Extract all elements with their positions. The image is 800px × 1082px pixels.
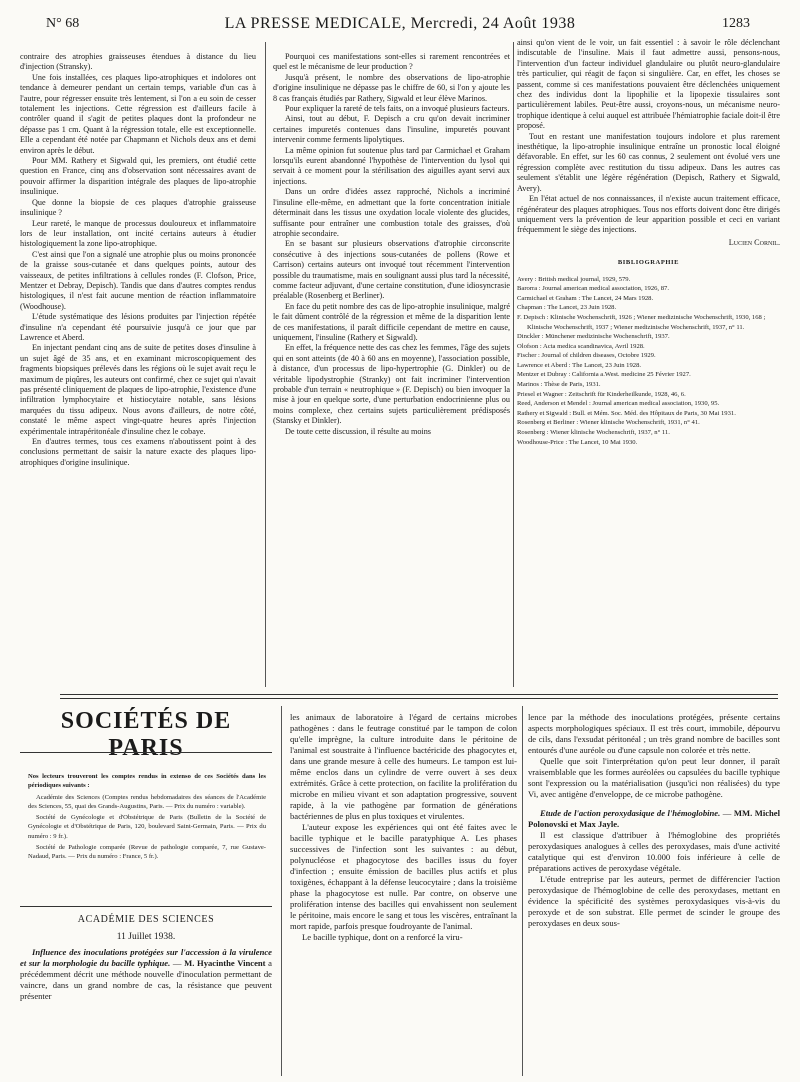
bibliography-entry: Rathery et Sigwald : Bull. et Mém. Soc. Méd. des Hôpitaux de Paris, 30 Mai 1931. (517, 409, 736, 417)
paragraph: Ainsi, tout au début, F. Depisch a cru qu'on devait incriminer certaines impuretés contenues dans l'insuline, impuretés pouvant intervenir comme ferments lipolytiques. (273, 114, 510, 145)
paragraph: La même opinion fut soutenue plus tard par Carmichael et Graham lorsqu'ils eurent abandonné l'hypothèse de l'intervention du lysol qui servait à ce moment pour la stérilisation des aiguilles ayant servi aux injections. (273, 145, 510, 186)
paragraph: En effet, la fréquence nette des cas chez les femmes, l'âge des sujets qui en sont atteints (de 40 à 60 ans en moyenne), l'association possible, à distance, d'un processus de lipo-hypertrophie (G. Dinkler) ou de véritable lipodystrophie (Stranky) ont fait incriminer l'intervention probable d'un terrain « neutrophique » (F. Depisch) ou bien invoquer la mise à jour en quelque sorte, d'une perturbation endocrinienne plus ou moins complexe, chez certains sujets particulièrement prédisposés (Stansky et Dinkler). (273, 343, 510, 426)
issue-number: N° 68 (46, 16, 80, 31)
paragraph: contraire des atrophies graisseuses étendues à distance du lieu d'injection (Stransky). (20, 52, 256, 72)
column-divider (281, 706, 282, 1076)
paragraph: Pour expliquer la rareté de tels faits, on a invoqué plusieurs facteurs. (285, 104, 510, 114)
paragraph: Pour MM. Rathery et Sigwald qui, les premiers, ont étudié cette question en France, cinq ans d'observation sont nécessaires avant de pouvoir affirmer la disparition intégrale des plaques de lipo-atrophie insulinique. (20, 156, 256, 197)
session-date: 11 Juillet 1938. (116, 932, 176, 942)
bibliography-entry: F. Depisch : Klinische Wochenschrift, 1926 ; Wiener medizinische Wochenschrift, 1930, 168 ; Klinische Wochenschrift, 1937 ; Wiener medizinische Wochenschrift, 1937, n° 11. (517, 313, 766, 331)
bibliography-entry: Fischer : Journal of children diseases, Octobre 1929. (517, 352, 656, 360)
bibliography-entry: Dinckler : Münchener medizinische Wochenschrift, 1937. (517, 333, 670, 341)
bibliography-list (517, 275, 780, 448)
paragraph: L'étude systématique des lésions produites par l'injection répétée d'insuline n'a cependant été poursuivie jusqu'à ce jour que par Lawrence et Aberd. (20, 312, 256, 342)
journal-title: LA PRESSE MEDICALE, Mercredi, 24 Août 1938 (224, 15, 576, 32)
periodical-entry: Société de Gynécologie et d'Obstétrique de Paris (Bulletin de la Société de Gynécologie et d'Obstétrique de Paris, 120, boulevard Saint-Germain, Paris. — Prix du numéro : 9 fr.). (28, 814, 266, 840)
article-1-title: Influence des inoculations protégées sur l'accession à la virulence et sur la morphologie du bacille typhique. (20, 947, 272, 968)
article-2-author: MM. Michel Polonovski et Max Jayle. (528, 808, 780, 829)
article-2-title: Etude de l'action peroxydasique de l'hémoglobine. (540, 808, 721, 818)
bibliography-entry: Rosenberg : Wiener klinische Wochenschrift, 1937, n° 11. (517, 429, 670, 437)
periodical-entry: Académie des Sciences (Comptes rendus hebdomadaires des séances de l'Académie des Sciences, 55, quai des Grands-Augustins, Paris. — Prix du numéro : variable). (28, 794, 266, 811)
paragraph: En face du petit nombre des cas de lipo-atrophie insulinique, malgré le fait dûment contrôlé de la régression et même de la disparition lente de ces manifestations, il paraît difficile cependant de mettre en cause, uniquement, l'insuline (Rathery et Sigwald). (273, 301, 510, 342)
page-header (20, 12, 780, 34)
academie-heading: ACADÉMIE DES SCIENCES (77, 914, 215, 925)
bibliography-entry: Carmichael et Graham : The Lancet, 24 Mars 1928. (517, 294, 654, 302)
paragraph: Jusqu'à présent, le nombre des observations de lipo-atrophie d'origine insulinique ne dépasse pas le chiffre de 60, si l'on y ajoute les 8 cas français étudiés par Rathery, Sigwald et leur élève Marinos. (273, 72, 510, 103)
article-column-2 (273, 52, 510, 437)
section-title: SOCIÉTÉS DE PARIS (60, 708, 232, 761)
page-number: 1283 (722, 16, 750, 31)
bibliography-entry: Chapman : The Lancet, 23 Juin 1928. (517, 304, 617, 312)
paragraph: En se basant sur plusieurs observations d'atrophie circonscrite consécutive à des injections sous-cutanées de pollens (Rowe et Carrison) certains auteurs ont invoqué tout récemment l'intervention possible du traumatisme, mais en soulignant aussi plus tard la nécessité, comme facteur adjuvant, d'une certaine constitution, d'une idiosyncrasie préalable (Rosenberg et Berliner). (273, 239, 510, 301)
paragraph: Tout en restant une manifestation toujours indolore et plus rarement inesthétique, la lipo-atrophie insulinique entraîne un pronostic local éloigné défavorable. En effet, sur les 60 cas connus, 2 seulement ont évolué vers une régression complète avec restitution du tissu adipeux. Dans les autres cas seulement s'établit une légère régénération (Depisch, Rathery et Sigwald, Avery). (517, 131, 780, 193)
section-separator (60, 694, 778, 699)
societes-column-3: lence par la méthode des inoculations protégées, présente certains aspects morphologiques spéciaux. Il est très court, immobile, dépourvu de cils, dans l'exsudat péritonéal ; un très grand nombre de bacilles sont entourés d'une auréole ou d'une capsule non colorée et très nette. Quelle que soit l'interprétation qu'on peut leur donner, il paraît vraisemblable que les formes auréolées ou capsulées du bacille typhique sont l'expression ou la matérialisation (jusqu'ici non réalisées) du type Vi, avec antigène d'enveloppe, de ce microbe pathogène. Etude de l'action peroxydasique de l'hémoglobine. — MM. Michel Polonovski et Max Jayle. Il est classique d'attribuer à l'hémoglobine des propriétés peroxydasiques analogues à celles des peroxydases, mais d'une activité catalytique qui est d'environ 10.000 fois inférieure à celle de préparations actives de peroxydase végétale. L'étude entreprise par les auteurs, permet de différencier l'action peroxydasique de l'hémoglobine de celle des peroxydases, mettant en évidence la spécificité des systèmes peroxydasiques vis-à-vis du peroxyde et de son substrat. Elle permet de scinder le groupe des peroxydases en deux sous- (528, 712, 780, 928)
bibliography-heading: BIBLIOGRAPHIE (617, 259, 680, 267)
column-divider (522, 706, 523, 1076)
paragraph: Leur rareté, le manque de processus douloureux et inflammatoire lors de leur installation, ont incité certains auteurs à étudier histologiquement la zone lipo-atrophique. (20, 218, 256, 249)
article-1-author: M. Hyacinthe Vincent (184, 958, 266, 968)
notice-text: Nos lecteurs trouveront les comptes rendus in extenso de ces Sociétés dans les périodiques suivants : (28, 773, 266, 790)
paragraph: En l'état actuel de nos connaissances, il n'existe aucun traitement efficace, régénérateur des plaques atrophiques. Tous nos efforts doivent donc être dirigés uniquement vers la prévention de leur apparition possible et ceci en variant fréquemment le siège des injections. (517, 194, 780, 235)
bibliography-entry: Woodhouse-Price : The Lancet, 10 Mai 1930. (517, 438, 638, 446)
bibliography-entry: Priesel et Wagner : Zeitschrift für Kinderheilkunde, 1928, 46, 6. (517, 390, 686, 398)
title-rule (20, 752, 272, 753)
paragraph: De toute cette discussion, il résulte au moins (285, 426, 431, 436)
author-signature: Lucien Cornil. (728, 237, 780, 247)
bibliography-entry: Lawrence et Aberd : The Lancet, 23 Juin 1928. (517, 361, 642, 369)
paragraph: les animaux de laboratoire à l'égard de certains microbes pathogènes : dans le feutrage constitué par le tampon de colon qu'elle imprègne, la culture introduite dans le péritoine de l'animal est soustraite à l'influence bactéricide des phagocytes et, dans une grande mesure à celle des humeurs. Le tampon est lui-même enclos dans un cylindre de verre ouvert à ses deux extrémités. Grâce à cette protection, on facilite la prolifération du microbe en milieu vivant et son adaptation progressive, souvent rapide, à la vie pathogène par formation de générations bactériennes de plus en plus toxiques et virulentes. (290, 712, 517, 821)
article-column-3 (517, 38, 780, 447)
bibliography-entry: Olofson : Acta medica scandinavica, Avril 1928. (517, 342, 645, 350)
paragraph: Le bacille typhique, dont on a renforcé la viru- (302, 932, 463, 942)
paragraph: C'est ainsi que l'on a signalé une atrophie plus ou moins prononcée de la graisse sous-cutanée et dans quelques points, autour des vaisseaux, de petites infiltrations à cellules rondes (F. Clofson, Price, Mentzer et Debray, Depisch). Tandis que dans d'autres comptes rendus histologiques, il n'est fait aucune mention de réaction inflammatoire (Woodhouse). (20, 249, 256, 311)
bibliography-entry: Rosenberg et Berliner : Wiener klinische Wochenschrift, 1931, n° 41. (517, 419, 700, 427)
paragraph: Que donne la biopsie de ces plaques d'atrophie graisseuse insulinique ? (20, 197, 256, 218)
article-column-1 (20, 52, 256, 468)
paragraph: L'étude entreprise par les auteurs, permet de différencier l'action peroxydasique de l'hémoglobine de celle des peroxydases, mettant en évidence la spécificité des systèmes peroxydasiques vis-à-vis du peroxyde et de son substrat. Elle permet de scinder le groupe des peroxydases en deux sous- (528, 874, 780, 928)
societes-column-2 (290, 712, 517, 943)
bibliography-entry: Reed, Anderson et Mendel : Journal american medical association, 1930, 95. (517, 400, 720, 408)
paragraph: En injectant pendant cinq ans de suite de petites doses d'insuline à un sujet âgé de 35 ans, et en examinant microscopiquement des fragments biopsiques prélevés dans les régions où le sujet avait reçu le maximum de piqûres, les auteurs ont confirmé, chez ce sujet qui n'avait pas présenté cliniquement de plaques de lipo-atrophie, l'existence d'une infiltration lymphocytaire et histiocytaire notable, sans lésions marquées du tissu adipeux. Nous avons d'ailleurs, de notre côté, constaté le même aspect vingt-quatre heures après l'injection expérimentale intrapéritonéale d'insuline chez le cobaye. (20, 343, 256, 436)
paragraph: Dans un ordre d'idées assez rapproché, Nichols a incriminé l'insuline elle-même, en admettant que la forte concentration initiale déterminait dans les tissus une oxydation locale violente des glucides, suffisante pour entraîner une combustion totale des graisses, d'où atrophie secondaire. (273, 187, 510, 238)
column-divider (265, 42, 266, 687)
bibliography-entry: Barorra : Journal american medical association, 1926, 87. (517, 285, 669, 293)
paragraph: Il est classique d'attribuer à l'hémoglobine des propriétés peroxydasiques analogues à celles des peroxydases, mais d'une activité catalytique qui est d'environ 10.000 fois inférieure à celle de préparations actives de peroxydase végétale. (528, 830, 780, 873)
paragraph: En d'autres termes, tous ces examens n'aboutissent point à des conclusions permettant de saisir la nature exacte des plaques lipo-atrophiques d'origine insulinique. (20, 437, 256, 467)
bibliography-entry: Marinos : Thèse de Paris, 1931. (517, 381, 601, 389)
periodicals-notice (28, 772, 266, 861)
paragraph: ainsi qu'on vient de le voir, un fait essentiel : à savoir le rôle déclenchant indiscutable de l'insuline. Mais il faut admettre aussi, pensons-nous, l'intervention d'un facteur individuel glandulaire ou plutôt neuro-glandulaire très particulier, qui réagit de façon si singulière. Car, en effet, les choses se passent, comme si ces manifestations pouvaient être déclenchées uniquement chez des individus dont la lipophilie et la lipopexie tissulaires sont particulièrement labiles. Peut-être aussi, croyons-nous, un mécanisme neuro-trophique identique à celui auquel est attribuée l'hémiatrophie faciale doit-il être proposé. (517, 38, 780, 131)
paragraph: Pourquoi ces manifestations sont-elles si rarement rencontrées et quel est le mécanisme de leur production ? (273, 52, 510, 72)
subsection-rule (20, 906, 272, 907)
article-1-start: Influence des inoculations protégées sur l'accession à la virulence et sur la morphologie du bacille typhique. — M. Hyacinthe Vincent a précédemment décrit une méthode nouvelle d'inoculation permettant de vaincre, dans un grand nombre de cas, la résistance que peuvent présenter (20, 947, 272, 1001)
paragraph: L'auteur expose les expériences qui ont été faites avec le bacille typhique et le bacille paratyphique A. Les phases successives de l'infection sont les suivantes : au début, polynucléose et phagocytose des bacilles issus du foyer d'infection ; ensuite émission de bacilles plus actifs et plus toxigènes, échappant à la défense leucocytaire ; dans la troisième phase la phagocytose est nulle. Par contre, on observe une prolifération intense des bacilles qui envahissent non seulement le péritoine, mais encore le sang et tous les viscères, entraînant la mort rapide, parfois presque foudroyante de l'animal. (290, 822, 517, 931)
bibliography-entry: Mentzer et Dubray : California a.West. medicine 25 Février 1927. (517, 371, 691, 379)
bibliography-entry: Avery : British medical journal, 1929, 579. (517, 275, 631, 283)
column-divider (513, 42, 514, 687)
article-1-text: a précédemment décrit une méthode nouvelle d'inoculation permettant de vaincre, dans un grand nombre de cas, la résistance que peuvent présenter (20, 958, 272, 1001)
periodical-entry: Société de Pathologie comparée (Revue de pathologie comparée, 7, rue Gustave-Nadaud, Paris. — Prix du numéro : France, 5 fr.). (28, 843, 266, 860)
paragraph: Quelle que soit l'interprétation qu'on peut leur donner, il paraît vraisemblable que les formes auréolées ou capsulées du bacille typhique sont l'expression ou la matérialisation (jusqu'ici non réalisées) du type Vi, avec antigène d'enveloppe, de ce microbe pathogène. (528, 756, 780, 799)
paragraph: lence par la méthode des inoculations protégées, présente certains aspects morphologiques spéciaux. Il est très court, immobile, dépourvu de cils, dans l'exsudat péritonéal ; un très grand nombre de bacilles sont entourés d'une auréole ou d'une capsule non colorée et très nette. (528, 712, 780, 755)
paragraph: Une fois installées, ces plaques lipo-atrophiques et indolores ont tendance à demeurer pendant un certain temps, variable d'un cas à l'autre, pour régresser ensuite très lentement, si l'on a eu soin de cesser totalement les injections. Cette régression est d'ailleurs facile à contrôler quand il s'agit de petites plaques dont la profondeur ne dépasse pas 1 cm. Quant à la régression totale, elle est exceptionnelle. Elle a cependant été notée par Chapmann et Nichols deux ans et demi environ après le début. (20, 72, 256, 155)
